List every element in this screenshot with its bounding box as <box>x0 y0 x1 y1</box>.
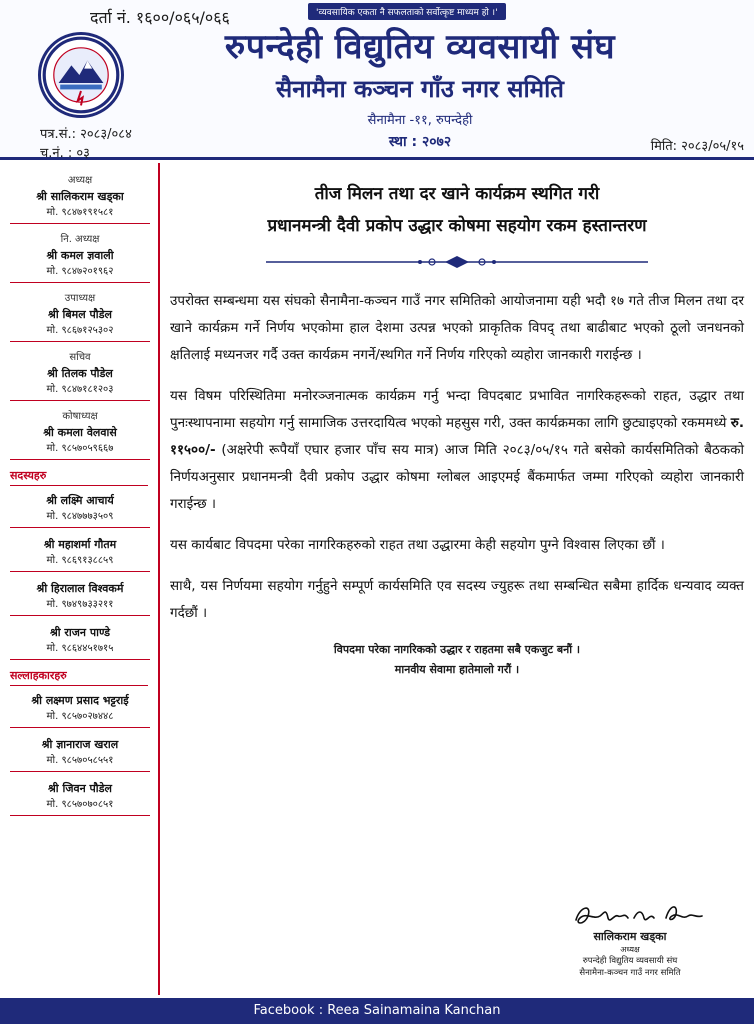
official-name: श्री बिमल पौडेल <box>48 308 112 321</box>
paragraph-1: उपरोक्त सम्बन्धमा यस संघको सैनामैना-कञ्चन गाउँ नगर समितिको आयोजनामा यही भदौ १७ गते तीज मिलन तथा दर खाने कार्यक्रम गर्ने निर्णय भएकोमा हाल देशमा उत्पन्न भएको प्राकृतिक विपद् तथा बाढीबाट भएको ठूलो जनधनको क्षतिलाई मध्यनजर गर्दै उक्त कार्यक्रम नगर्ने/स्थगित गर्ने निर्णय गरिएको व्यहोरा जानकारी गराईन्छ । <box>170 293 744 363</box>
handwritten-signature <box>570 898 720 932</box>
official-block <box>0 173 160 224</box>
official-name: श्री कमला वेलवासे <box>43 426 117 439</box>
official-phone: मो. ९८६७१२५३०२ <box>10 323 150 342</box>
member-name: श्री हिरालाल विश्वकर्म <box>36 582 124 595</box>
official-phone: मो. ९८४७२०१९६२ <box>10 264 150 283</box>
officials-sidebar <box>0 163 160 995</box>
official-role: अध्यक्ष <box>67 175 93 186</box>
registration-number: दर्ता नं. १६००/०६५/०६६ <box>90 8 230 27</box>
official-phone: मो. ९८४७१९१५८१ <box>10 205 150 224</box>
footer-facebook: Facebook : Reea Sainamaina Kanchan <box>0 998 754 1024</box>
official-block <box>0 350 160 401</box>
member-block <box>0 536 160 572</box>
member-name: श्री महाशर्मा गौतम <box>43 538 117 551</box>
advisor-block <box>0 692 160 728</box>
advisor-name: श्री ज्ञानाराज खराल <box>41 738 119 751</box>
official-role: उपाध्यक्ष <box>64 293 96 304</box>
official-name: श्री तिलक पौडेल <box>47 367 113 380</box>
member-phone: मो. ९८६९१३८८५९ <box>10 553 150 572</box>
official-name: श्री सालिकराम खड्का <box>36 190 124 203</box>
letter-date: मिति: २०८३/०५/१५ <box>650 139 744 154</box>
subject-line-2: प्रधानमन्त्री दैवी प्रकोप उद्धार कोषमा सहयोग रकम हस्तान्तरण <box>267 216 647 236</box>
member-phone: मो. ९८६४४५१७१५ <box>10 641 150 660</box>
advisor-name: श्री जिवन पौडेल <box>48 782 112 795</box>
official-role: कोषाध्यक्ष <box>62 411 98 422</box>
advisors-heading: सल्लाहकारहरु <box>10 668 148 686</box>
member-phone: मो. ९८४७७७३५०९ <box>10 509 150 528</box>
slogan: 'व्यवसायिक एकता नै सफलताको सर्वोत्कृष्ट माध्यम हो ।' <box>308 3 506 20</box>
reference-number: पत्र.सं.: २०८३/०८४ <box>40 127 132 142</box>
paragraph-2-part-b: (अक्षरेपी रूपैयाँ एघार हजार पाँच सय मात्र) आज मिति २०८३/०५/१५ गते बसेको कार्यसमितिको बैठकको निर्णयअनुसार प्रधानमन्त्री दैवी प्रकोप उद्धार कोषमा ग्लोबल आइएमई बैंकमार्फत जम्मा गरिएको व्यहोरा जानकारी गराईन्छ । <box>170 442 744 512</box>
committee-name: सैनामैना कञ्चन गाँउ नगर समिति <box>276 75 564 103</box>
signatory-name: सालिकराम खड्का <box>593 930 667 943</box>
organization-address: सैनामैना -११, रुपन्देही <box>367 113 473 128</box>
official-block <box>0 409 160 460</box>
member-block <box>0 492 160 528</box>
official-block <box>0 291 160 342</box>
donation-amount: रु. ११५००/- <box>170 415 744 458</box>
paragraph-3: यस कार्यबाट विपदमा परेका नागरिकहरुको राहत तथा उद्धारमा केही सहयोग पुग्ने विश्वास लिएका छौं । <box>170 537 665 553</box>
advisor-name: श्री लक्ष्मण प्रसाद भट्टराई <box>31 694 129 707</box>
paragraph-2-part-a: यस विषम परिस्थितिमा मनोरञ्जनात्मक कार्यक्रम गर्नु भन्दा विपदबाट प्रभावित नागरिकहरूको राहत, उद्धार तथा पुनःस्थापनामा सहयोग गर्नु सामाजिक उत्तरदायित्व भएको महसुस गरी, उक्त कार्यक्रमका लागि छुट्याइएको रकममध्ये <box>170 388 744 431</box>
member-block <box>0 624 160 660</box>
closing-slogan-1: विपदमा परेका नागरिकको उद्धार र राहतमा सबै एकजुट बनौं । <box>333 643 581 656</box>
ornamental-divider-icon <box>170 250 744 274</box>
member-name: श्री राजन पाण्डे <box>49 626 111 639</box>
official-block <box>0 232 160 283</box>
members-heading: सदस्यहरु <box>10 468 148 486</box>
dispatch-number: च.नं. : ०३ <box>40 146 90 161</box>
logo-emblem-icon <box>41 35 121 115</box>
letterhead <box>0 0 754 160</box>
paragraph-4: साथै, यस निर्णयमा सहयोग गर्नुहुने सम्पूर्ण कार्यसमिति एव सदस्य ज्युहरू तथा सम्बन्धित सबैमा हार्दिक धन्यवाद व्यक्त गर्दछौं । <box>170 578 744 621</box>
organization-logo <box>38 32 124 118</box>
advisor-block <box>0 736 160 772</box>
advisor-block <box>0 780 160 816</box>
letter-body <box>170 178 744 998</box>
official-name: श्री कमल ज्ञवाली <box>46 249 114 262</box>
closing-slogan-2: मानवीय सेवामा हातेमालो गरौं । <box>394 663 520 676</box>
signatory-org: रुपन्देही विद्युतिय व्यवसायी संघ <box>582 956 678 966</box>
signatory <box>530 930 730 979</box>
advisor-phone: मो. ९८५७०७०८५१ <box>10 797 150 816</box>
official-phone: मो. ९८५७०५९६६७ <box>10 441 150 460</box>
member-name: श्री लक्ष्मि आचार्य <box>46 494 114 507</box>
organization-name: रुपन्देही विद्युतिय व्यवसायी संघ <box>224 27 616 67</box>
official-phone: मो. ९८४७१८१२०३ <box>10 382 150 401</box>
signatory-committee: सैनामैना-कञ्चन गाउँ नगर समिति <box>579 968 681 978</box>
signatory-role: अध्यक्ष <box>620 945 640 954</box>
official-role: नि. अध्यक्ष <box>60 234 100 245</box>
official-role: सचिव <box>69 352 91 363</box>
advisor-phone: मो. ९८५७०५८५५१ <box>10 753 150 772</box>
established-year: स्था : २०७२ <box>388 134 452 150</box>
paragraph-2 <box>170 383 744 518</box>
subject-line-1: तीज मिलन तथा दर खाने कार्यक्रम स्थगित गरी <box>314 184 600 204</box>
advisor-phone: मो. ९८५७०२७४४८ <box>10 709 150 728</box>
member-phone: मो. ९७४९७३३२११ <box>10 597 150 616</box>
letter-subject <box>170 178 744 242</box>
member-block <box>0 580 160 616</box>
